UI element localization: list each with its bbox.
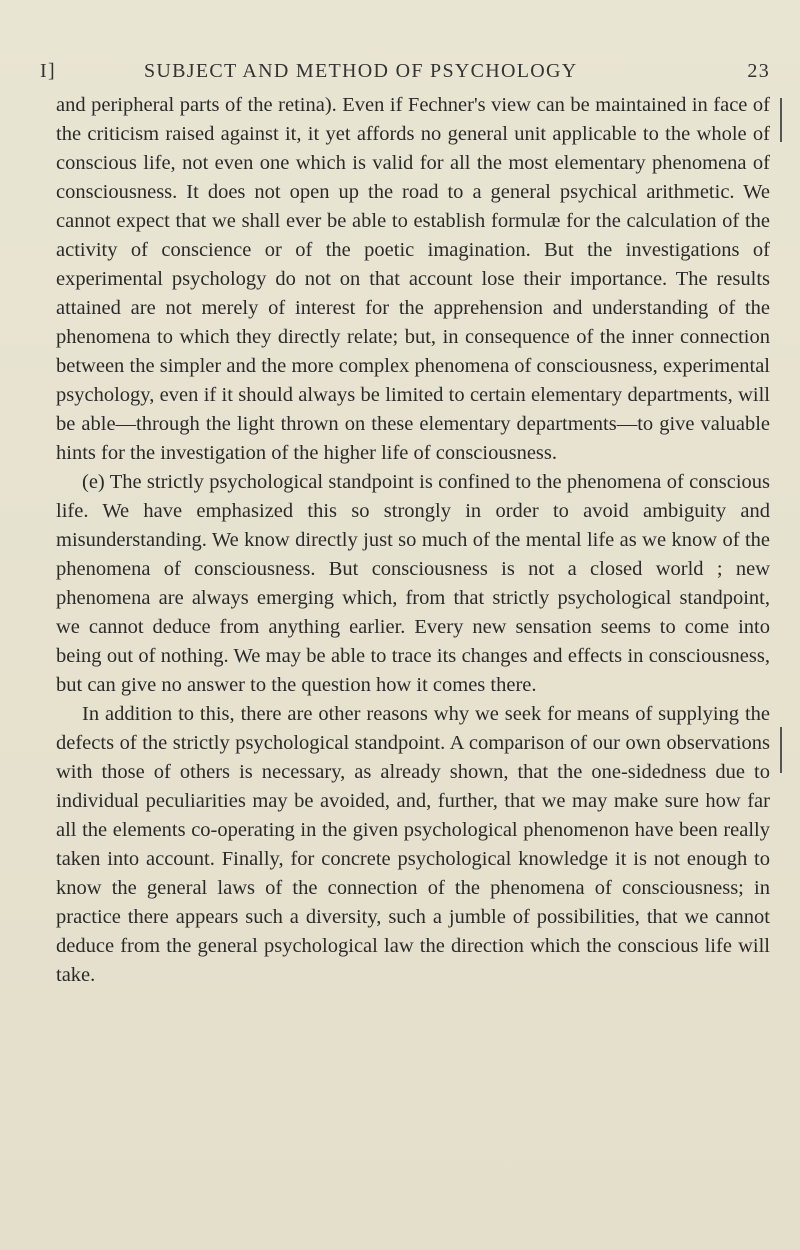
- margin-mark-top: [780, 98, 782, 142]
- running-title: SUBJECT AND METHOD OF PSYCHOLOGY: [144, 60, 578, 82]
- margin-mark-bottom: [780, 727, 782, 773]
- paragraph-additional-reasons: In addition to this, there are other reasons why we seek for means of supplying the defects of the strictly psychological standpoint. A comparison of our own observations with those of others is necessary, as already shown, that the one-sidedness due to individual peculiarities may be avoided, and, further, that we may make sure how far all the elements co-operating in the given psychological phenomenon have been really taken into account. Finally, for concrete psychological knowledge it is not enough to know the general laws of the connection of the phenomena of consciousness; in practice there appears such a diversity, such a jumble of possibilities, that we cannot deduce from the general psychological law the direction which the conscious life will take.: [56, 703, 770, 986]
- page-number: 23: [747, 60, 770, 82]
- body-text: [56, 91, 770, 990]
- paragraph-continuation: and peripheral parts of the retina). Even if Fechner's view can be maintained in face of the criticism raised against it, it yet affords no general unit applicable to the whole of conscious life, not even one which is valid for all the most elementary phenomena of consciousness. It does not open up the road to a general psychical arithmetic. We cannot expect that we shall ever be able to establish formulæ for the calculation of the activity of conscience or of the poetic imagination. But the investigations of experimental psychology do not on that account lose their importance. The results attained are not merely of interest for the apprehension and understanding of the phenomena to which they directly relate; but, in consequence of the inner connection between the simpler and the more complex phenomena of consciousness, experimental psychology, even if it should always be limited to certain elementary departments, will be able—through the light thrown on these elementary departments—to give valuable hints for the investigation of the higher life of consciousness.: [56, 94, 770, 464]
- running-head: [40, 60, 770, 90]
- paragraph-section-e: (e) The strictly psychological standpoint is confined to the phenomena of conscious life. We have emphasized this so strongly in order to avoid ambiguity and misunderstanding. We know directly just so much of the mental life as we know of the phenomena of consciousness. But consciousness is not a closed world ; new phenomena are always emerging which, from that strictly psychological standpoint, we cannot deduce from anything earlier. Every new sensation seems to come into being out of nothing. We may be able to trace its changes and effects in consciousness, but can give no answer to the question how it comes there.: [56, 471, 770, 696]
- chapter-number: I]: [40, 60, 56, 82]
